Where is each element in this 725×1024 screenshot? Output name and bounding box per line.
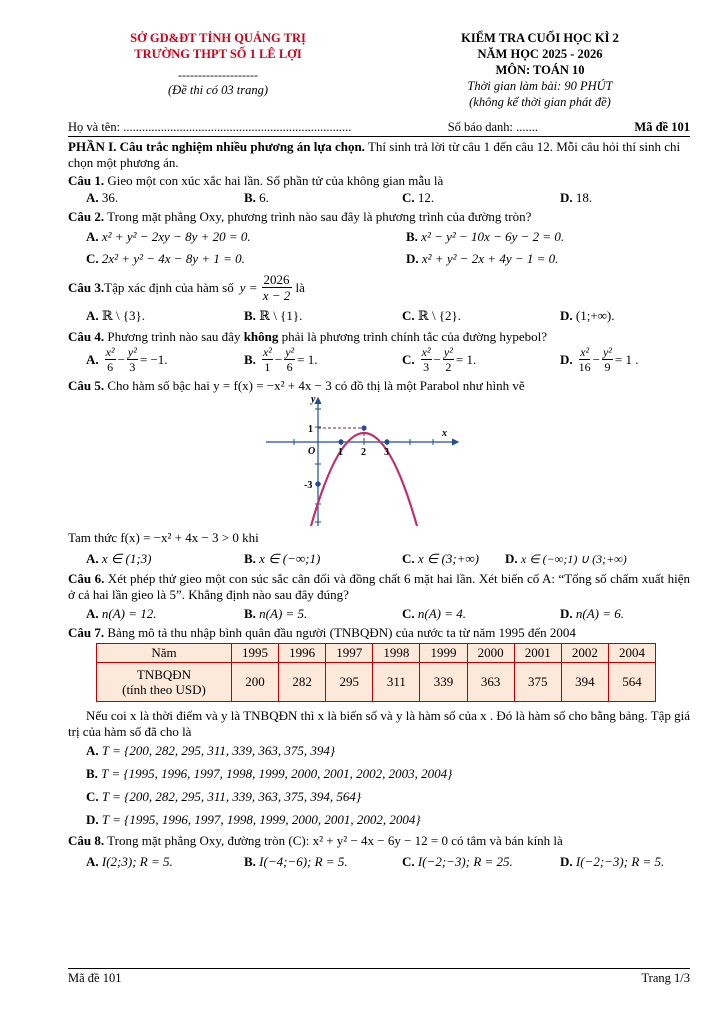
option-c: C. x ∈ (3;+∞)	[402, 551, 480, 566]
option-b: B. x² 1 − $\frac{\text{y²}}{6}$ = 1.	[244, 345, 318, 374]
time-limit: Thời gian làm bài: 90 PHÚT	[467, 79, 613, 93]
student-name-field: Họ và tên: .........................................................................	[68, 120, 352, 134]
option-c: C. I(−2;−3); R = 25.	[402, 854, 513, 869]
table-cell: 375	[514, 663, 561, 702]
table-cell: 2000	[467, 644, 514, 663]
table-cell: 339	[420, 663, 467, 702]
option-c: C. ℝ \ {2}.	[402, 308, 462, 323]
subject: MÔN: TOÁN 10	[495, 63, 585, 77]
tick-label-ym3: -3	[304, 480, 313, 491]
exam-code: Mã đề 101	[634, 120, 690, 134]
table-cell: 282	[279, 663, 326, 702]
question-2-options-row1	[68, 228, 690, 246]
page-footer	[68, 968, 690, 986]
option-a: A. x² 6 − $\frac{\text{y²}}{3}$ = −1.	[86, 345, 168, 374]
table-row-income	[97, 663, 656, 702]
parabola-graph	[68, 396, 690, 528]
table-cell: 200	[232, 663, 279, 702]
option-d: D. I(−2;−3); R = 5.	[560, 854, 665, 869]
option-d: D. x ∈ (−∞;1) ∪ (3;+∞)	[505, 551, 627, 566]
question-7-option-d: D. T = {1995, 1996, 1997, 1998, 1999, 2000, 2001, 2002, 2004}	[86, 812, 421, 827]
option-c: C. x² 3 − $\frac{\text{y²}}{2}$ = 1.	[402, 345, 477, 374]
table-cell: 2004	[608, 644, 655, 663]
option-d: D. (1;+∞).	[560, 308, 615, 323]
header-left	[68, 30, 368, 110]
footer-page-number: Trang 1/3	[641, 971, 690, 985]
question-4-options	[68, 345, 690, 374]
tick-label-y1: 1	[308, 424, 313, 435]
option-b: B. n(A) = 5.	[244, 606, 308, 621]
table-row-years	[97, 644, 656, 663]
origin-label: O	[308, 446, 316, 457]
question-5-stem: Tam thức f(x) = −x² + 4x − 3 > 0 khi	[68, 530, 259, 545]
question-label: Câu 1.	[68, 173, 105, 188]
option-a: A. x ∈ (1;3)	[86, 551, 152, 566]
school-name: TRƯỜNG THPT SỐ 1 LÊ LỢI	[134, 47, 302, 61]
part1-heading	[68, 139, 690, 171]
table-cell: 1996	[279, 644, 326, 663]
graph-svg	[68, 396, 690, 528]
option-b: B. ℝ \ {1}.	[244, 308, 303, 323]
point-3-0	[384, 439, 389, 444]
table-cell: 295	[326, 663, 373, 702]
tick-label-1: 1	[338, 447, 343, 458]
table-header-year: Năm	[97, 644, 232, 663]
option-a: A. 36.	[86, 190, 119, 205]
question-8: Câu 8. Trong mặt phẳng Oxy, đường tròn (C): x² + y² − 4x − 6y − 12 = 0 có tâm và bán kính là	[68, 833, 563, 848]
fraction: $\frac{2026}{x - 2}$	[262, 272, 291, 303]
table-cell: 1998	[373, 644, 420, 663]
table-cell: 564	[608, 663, 655, 702]
page-count-note: (Đề thi có 03 trang)	[168, 83, 268, 97]
question-4: Câu 4. Phương trình nào sau đây không phải là phương trình chính tắc của đường hypebol?	[68, 329, 548, 344]
header-dashes: --------------------	[178, 68, 258, 82]
table-cell: 1997	[326, 644, 373, 663]
option-a: A. x² + y² − 2xy − 8y + 20 = 0.	[86, 229, 251, 244]
option-b: B. x ∈ (−∞;1)	[244, 551, 321, 566]
time-note: (không kể thời gian phát đề)	[469, 95, 611, 109]
table-cell: 2002	[561, 644, 608, 663]
option-d: D. n(A) = 6.	[560, 606, 625, 621]
exam-page	[68, 30, 690, 871]
option-d: D. 18.	[560, 190, 593, 205]
question-3-options	[68, 307, 690, 325]
point-2-1	[361, 425, 366, 430]
table-cell: 1995	[232, 644, 279, 663]
question-7-option-b: B. T = {1995, 1996, 1997, 1998, 1999, 2000, 2001, 2002, 2003, 2004}	[86, 766, 453, 781]
table-cell: 311	[373, 663, 420, 702]
option-a: A. n(A) = 12.	[86, 606, 157, 621]
question-7-paragraph: Nếu coi x là thời điểm và y là TNBQĐN thì x là biến số và y là hàm số của x . Đó là hàm số cho bằng bảng. Tập giá trị của hàm số đã cho là	[68, 708, 690, 739]
footer-exam-code: Mã đề 101	[68, 971, 122, 985]
student-info	[68, 120, 690, 137]
question-6: Câu 6. Xét phép thử gieo một con súc sắc cân đối và đồng chất 6 mặt hai lần. Xét biến cố A: “Tổng số chấm xuất hiện ở cả hai lần gieo là 5”. Khẳng định nào sau đây đúng?	[68, 571, 690, 602]
x-axis-label: x	[442, 428, 447, 439]
question-2: Câu 2. Trong mặt phẳng Oxy, phương trình nào sau đây là phương trình của đường tròn?	[68, 209, 532, 224]
question-8-options	[68, 853, 690, 871]
question-5: Câu 5. Cho hàm số bậc hai y = f(x) = −x² + 4x − 3 có đồ thị là một Parabol như hình vẽ	[68, 378, 525, 393]
student-id-field: Số báo danh: .......	[447, 120, 539, 134]
option-c: C. 12.	[402, 190, 435, 205]
option-c: C. 2x² + y² − 4x − 8y + 1 = 0.	[86, 251, 245, 266]
question-3: Câu 3. Tập xác định của hàm số y = $\frac{2026}{x - 2}$ là	[68, 272, 305, 303]
option-b: B. x² − y² − 10x − 6y − 2 = 0.	[406, 229, 565, 244]
option-b: B. 6.	[244, 190, 269, 205]
option-b: B. I(−4;−6); R = 5.	[244, 854, 348, 869]
option-d: D. x² 16 − $\frac{\text{y²}}{9}$ = 1 .	[560, 345, 639, 374]
point-1-0	[338, 439, 343, 444]
y-axis-label: y	[311, 396, 316, 405]
header-right	[390, 30, 690, 110]
option-d: D. x² + y² − 2x + 4y − 1 = 0.	[406, 251, 559, 266]
part1-desc: Thí sinh trả lời từ câu 1 đến câu 12. Mỗi câu hỏi thí sinh chỉ chọn một phương án.	[68, 139, 681, 170]
question-7-option-a: A. T = {200, 282, 295, 311, 339, 363, 375, 394}	[86, 743, 336, 758]
question-1-options	[68, 189, 690, 207]
exam-title: KIỂM TRA CUỐI HỌC KÌ 2	[461, 31, 619, 45]
question-7-option-c: C. T = {200, 282, 295, 311, 339, 363, 375, 394, 564}	[86, 789, 362, 804]
tick-label-2: 2	[361, 447, 366, 458]
option-c: C. n(A) = 4.	[402, 606, 467, 621]
question-5-options	[68, 550, 690, 568]
school-year: NĂM HỌC 2025 - 2026	[477, 47, 603, 61]
table-cell: 1999	[420, 644, 467, 663]
question-6-options	[68, 605, 690, 623]
question-7: Câu 7. Bảng mô tả thu nhập bình quân đầu người (TNBQĐN) của nước ta từ năm 1995 đến 2004	[68, 625, 576, 640]
table-header-income: TNBQĐN (tính theo USD)	[97, 663, 232, 702]
tick-label-3: 3	[384, 447, 389, 458]
question-text: Gieo một con xúc xắc hai lần. Số phần tử của không gian mẫu là	[104, 173, 444, 188]
point-0-m3	[315, 481, 320, 486]
option-a: A. I(2;3); R = 5.	[86, 854, 173, 869]
question-2-options-row2	[68, 250, 690, 268]
table-cell: 363	[467, 663, 514, 702]
department-name: SỞ GD&ĐT TỈNH QUẢNG TRỊ	[130, 31, 306, 45]
table-cell: 2001	[514, 644, 561, 663]
question-1	[68, 173, 690, 189]
part1-title: PHẦN I. Câu trắc nghiệm nhiều phương án lựa chọn.	[68, 139, 365, 154]
income-table	[96, 643, 656, 702]
option-a: A. ℝ \ {3}.	[86, 308, 146, 323]
table-cell: 394	[561, 663, 608, 702]
header	[68, 30, 690, 110]
